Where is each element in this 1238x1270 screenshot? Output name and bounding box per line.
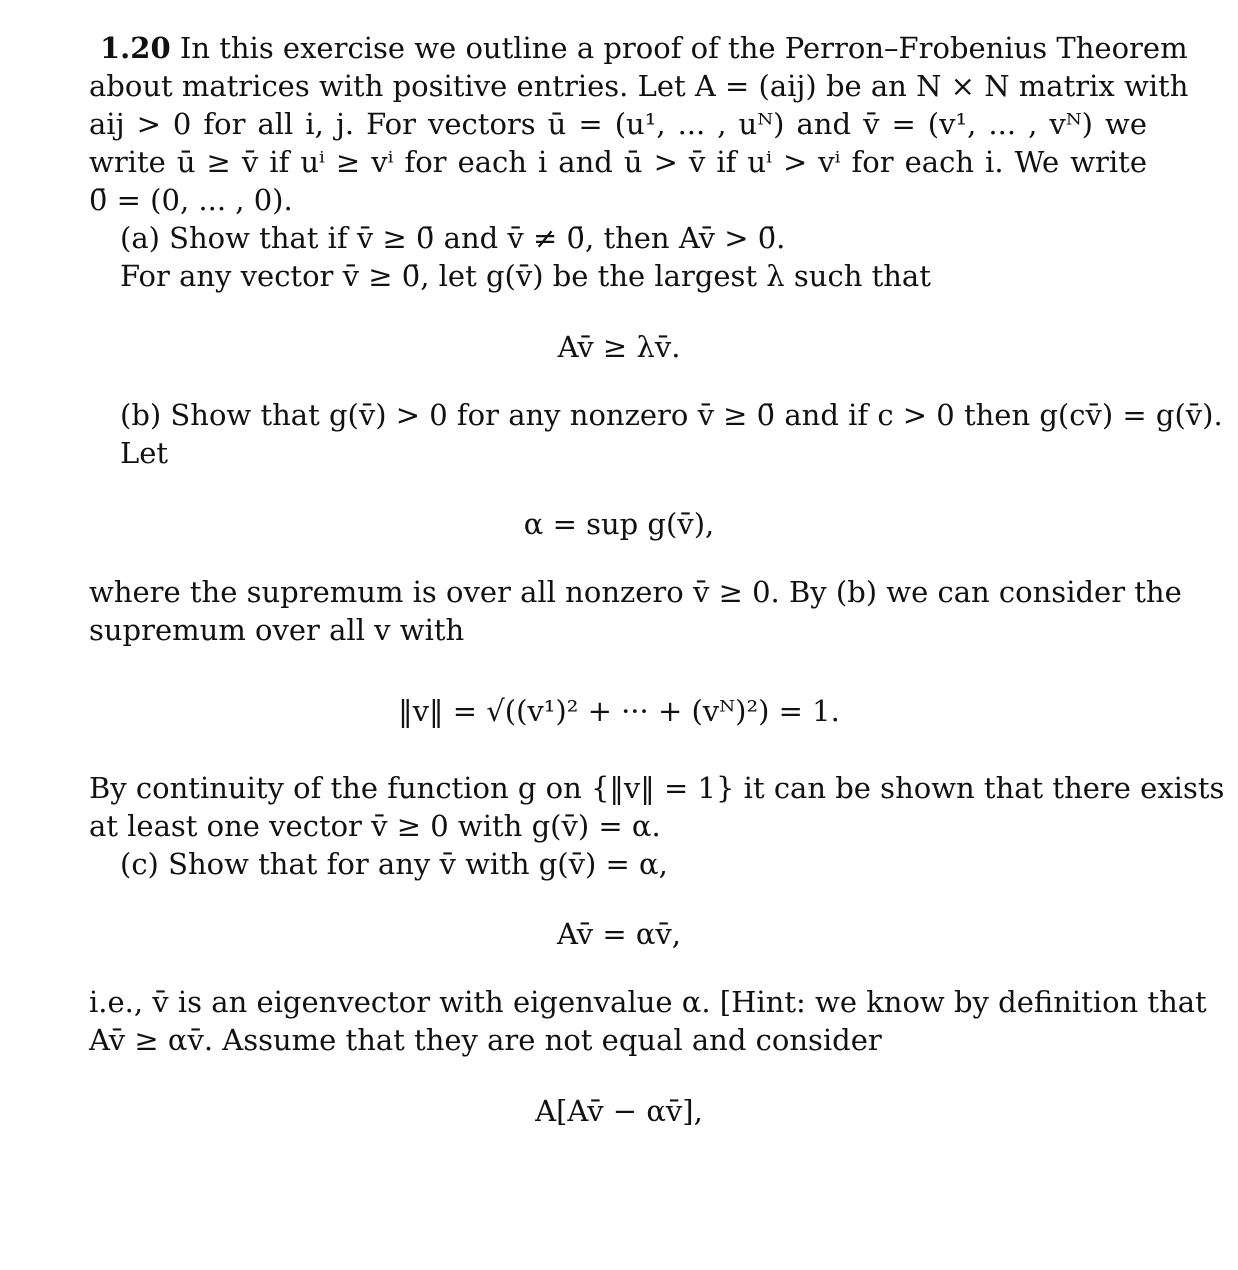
equation-4: Av̄ = αv̄,	[556, 917, 682, 951]
part-c-statement: (c) Show that for any v̄ with g(v̄) = α,	[120, 847, 668, 881]
part-a-statement: (a) Show that if v̄ ≥ 0̄ and v̄ ≠ 0̄, then Av̄ > 0̄.	[120, 221, 786, 255]
part-b-statement: (b) Show that g(v̄) > 0 for any nonzero v̄ ≥ 0̄ and if c > 0 then g(cv̄) = g(v̄).	[120, 398, 1223, 432]
equation-3: ‖v‖ = √((v¹)² + ··· + (vᴺ)²) = 1.	[398, 694, 840, 728]
part-b-let: Let	[120, 436, 169, 470]
equation-2: α = sup g(v̄),	[523, 507, 715, 541]
equation-1: Av̄ ≥ λv̄.	[557, 330, 681, 364]
paragraph-1-line-1: where the supremum is over all nonzero v̄ ≥ 0. By (b) we can consider the	[89, 575, 1182, 609]
paragraph-3-line-2: Av̄ ≥ αv̄. Assume that they are not equal and consider	[89, 1023, 882, 1057]
part-a-followup: For any vector v̄ ≥ 0̄, let g(v̄) be the largest λ such that	[120, 259, 931, 293]
paragraph-2-line-1: By continuity of the function g on {‖v‖ = 1} it can be shown that there exists	[89, 771, 1225, 805]
exercise-line-4: write ū ≥ v̄ if uⁱ ≥ vⁱ for each i and ū > v̄ if uⁱ > vⁱ for each i. We write	[89, 145, 1147, 179]
paragraph-3-line-1: i.e., v̄ is an eigenvector with eigenvalue α. [Hint: we know by definition that	[89, 985, 1207, 1019]
exercise-number: 1.20	[100, 31, 171, 65]
exercise-line-5: 0̄ = (0, ... , 0).	[89, 183, 293, 217]
paragraph-1-line-2: supremum over all v with	[89, 613, 465, 647]
exercise-line-1: 1.20 In this exercise we outline a proof of the Perron–Frobenius Theorem	[100, 31, 1188, 65]
equation-5: A[Av̄ − αv̄],	[535, 1094, 703, 1128]
exercise-line-2: about matrices with positive entries. Let A = (aij) be an N × N matrix with	[89, 69, 1189, 103]
exercise-line-3: aij > 0 for all i, j. For vectors ū = (u¹, ... , uᴺ) and v̄ = (v¹, ... , vᴺ) we	[89, 107, 1147, 141]
paragraph-2-line-2: at least one vector v̄ ≥ 0 with g(v̄) = α.	[89, 809, 661, 843]
